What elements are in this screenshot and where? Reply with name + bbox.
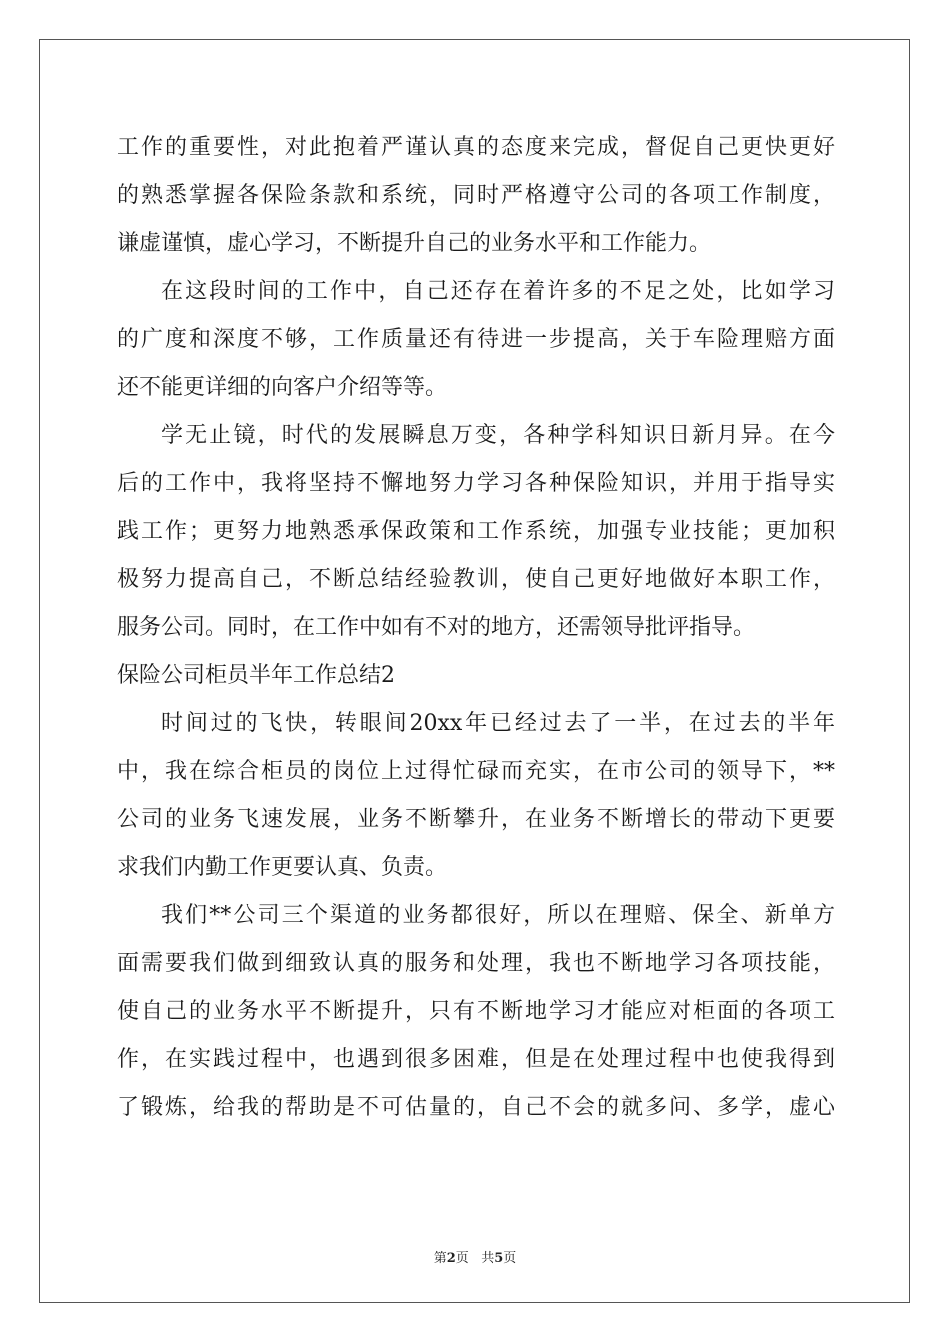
text-line: 时间过的飞快，转眼间20xx年已经过去了一半，在过去的半年 xyxy=(161,711,835,736)
text-line: 中，我在综合柜员的岗位上过得忙碌而充实，在市公司的领导下，** xyxy=(117,759,835,784)
text-line: 服务公司。同时，在工作中如有不对的地方，还需领导批评指导。 xyxy=(117,615,756,640)
text-line: 在这段时间的工作中，自己还存在着许多的不足之处，比如学习 xyxy=(161,279,835,304)
text-line: 使自己的业务水平不断提升，只有不断地学习才能应对柜面的各项工 xyxy=(117,999,835,1024)
page-prefix: 第 xyxy=(433,1251,447,1266)
text-line: 我们**公司三个渠道的业务都很好，所以在理赔、保全、新单方 xyxy=(161,903,835,928)
section-heading: 保险公司柜员半年工作总结2 xyxy=(117,663,395,688)
text-line: 求我们内勤工作更要认真、负责。 xyxy=(117,855,448,880)
text-line: 极努力提高自己，不断总结经验教训，使自己更好地做好本职工作， xyxy=(117,567,835,592)
total-suffix: 页 xyxy=(503,1251,517,1266)
text-line: 的熟悉掌握各保险条款和系统，同时严格遵守公司的各项工作制度， xyxy=(117,183,835,208)
text-line: 谦虚谨慎，虚心学习，不断提升自己的业务水平和工作能力。 xyxy=(117,231,712,256)
text-line: 了锻炼，给我的帮助是不可估量的，自己不会的就多问、多学，虚心 xyxy=(117,1095,835,1120)
page-number: 2 xyxy=(446,1251,456,1266)
text-line: 公司的业务飞速发展，业务不断攀升，在业务不断增长的带动下更要 xyxy=(117,807,835,832)
text-line: 学无止镜，时代的发展瞬息万变，各种学科知识日新月异。在今 xyxy=(161,423,835,448)
text-line: 还不能更详细的向客户介绍等等。 xyxy=(117,375,448,400)
text-line: 践工作；更努力地熟悉承保政策和工作系统，加强专业技能；更加积 xyxy=(117,519,835,544)
text-line: 后的工作中，我将坚持不懈地努力学习各种保险知识，并用于指导实 xyxy=(117,471,835,496)
page-suffix: 页 xyxy=(455,1251,469,1266)
text-line: 的广度和深度不够，工作质量还有待进一步提高，关于车险理赔方面 xyxy=(117,327,835,352)
total-prefix: 共 xyxy=(481,1251,495,1266)
document-body xyxy=(117,124,835,1132)
text-line: 工作的重要性，对此抱着严谨认真的态度来完成，督促自己更快更好 xyxy=(117,135,835,160)
total-pages: 5 xyxy=(494,1251,504,1266)
text-line: 面需要我们做到细致认真的服务和处理，我也不断地学习各项技能， xyxy=(117,951,835,976)
page-footer xyxy=(0,1247,950,1266)
text-line: 作，在实践过程中，也遇到很多困难，但是在处理过程中也使我得到 xyxy=(117,1047,835,1072)
